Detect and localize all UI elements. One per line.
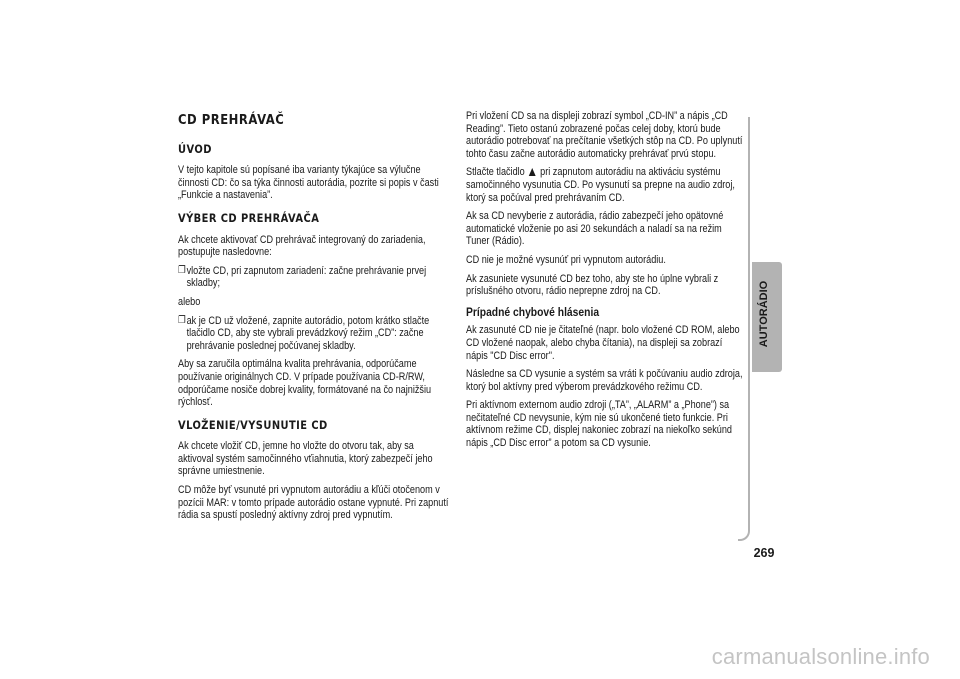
left-column [178,110,451,528]
eject-paragraph-start: Stlačte tlačidlo [466,166,525,179]
list-item [178,265,451,290]
no-eject-off-paragraph: CD nie je možné vysunúť pri vypnutom autorádiu. [466,253,666,266]
external-source-paragraph: Pri aktívnom externom audio zdroji („TA”, „ALARM” a „Phone”) sa nečitateľné CD nevysunie, kým nie sú ukončené tieto funkcie. Pri aktívnom režime CD, displej nakoniec zobrazí na niekoľko sekúnd nápis „CD Disc error” a potom sa CD vysunie. [466,399,732,450]
section-label-text: AUTORÁDIO [758,280,770,348]
intro-heading: ÚVOD [178,141,212,156]
or-text: alebo [178,295,201,308]
quality-paragraph: Aby sa zaručila optimálna kvalita prehrávania, odporúčame používanie originálnych CD. V prípade používania CD-R/RW, odporúčame nosiče dobrej kvality, formátované na čo najnižšiu rýchlosť. [178,358,432,409]
list-item-text: ak je CD už vložené, zapnite autorádio, potom krátko stlačte tlačidlo CD, aby ste vybrali prevádzkový režim „CD”: začne prehrávanie poslednej počúvanej skladby. [186,314,430,352]
page-title: CD PREHRÁVAČ [178,112,285,128]
cd-in-paragraph: Pri vložení CD sa na displeji zobrazí symbol „CD-IN” a nápis „CD Reading”. Tieto ostanú zobrazené počas celej doby, ktorú bude autorádio potrebovať na prečítanie všetkých stôp na CD. Po uplynutí tohto času začne autorádio automaticky prehrávať prvú stopu. [466,110,743,160]
select-player-paragraph: Ak chcete aktivovať CD prehrávač integrovaný do zariadenia, postupujte nasledovne: [178,233,426,259]
return-source-paragraph: Následne sa CD vysunie a systém sa vráti k počúvaniu audio zdroja, ktorý bol aktívny pred výberom prevádzkového režimu CD. [466,368,743,393]
disc-error-paragraph: Ak zasunuté CD nie je čitateľné (napr. bolo vložené CD ROM, alebo CD vložené naopak, alebo chyba čítania), na displeji sa zobrazí nápis "CD Disc error". [466,324,740,362]
right-column [466,110,746,456]
eject-paragraph-end: pri zapnutom autorádiu na aktiváciu systému samočinného vysunutia CD. Po vysunutí sa prepne na audio zdroj, ktorý sa počúval pred prehrávaním CD. [466,166,735,204]
list-item [178,315,451,353]
auto-reload-paragraph: Ak sa CD nevyberie z autorádia, rádio zabezpečí jeho opätovné automatické vloženie po asi 20 sekundách a naladí sa na režim Tuner (Rádio). [466,210,724,248]
error-messages-heading: Prípadné chybové hlásenia [466,304,600,319]
checkbox-bullet-icon: ❐ [178,264,186,276]
ignition-paragraph: CD môže byť vsunuté pri vypnutom autorádiu a kľúči otočenom v pozícii MAR: v tomto prípade autorádio ostane vypnuté. Pri zapnutí rádia sa spustí posledný aktívny zdroj pred vypnutím. [178,484,449,522]
insert-eject-heading: VLOŽENIE/VYSUNUTIE CD [178,417,328,432]
insert-paragraph: Ak chcete vložiť CD, jemne ho vložte do otvoru tak, aby sa aktivoval systém samočinného vťiahnutia, ktorý zabezpečí jeho správne umiestnenie. [178,440,433,478]
intro-paragraph: V tejto kapitole sú popísané iba varianty týkajúce sa výlučne činnosti CD: čo sa týka činnosti autorádia, pozrite si popis v časti „Funkcie a nastavenia”. [178,164,439,202]
eject-paragraph [466,166,746,204]
select-player-heading: VÝBER CD PREHRÁVAČA [178,210,320,225]
list-item-text: vložte CD, pri zapnutom zariadení: začne prehrávanie prvej skladby; [186,264,427,290]
reinsert-paragraph: Ak zasuniete vysunuté CD bez toho, aby ste ho úplne vybrali z príslušného otvoru, rádio neprepne zdroj na CD. [466,272,719,298]
watermark: carmanualsonline.info [711,644,930,669]
eject-icon [529,168,536,176]
page-number: 269 [753,546,775,560]
margin-divider [738,117,750,541]
checkbox-bullet-icon: ❐ [178,314,186,326]
